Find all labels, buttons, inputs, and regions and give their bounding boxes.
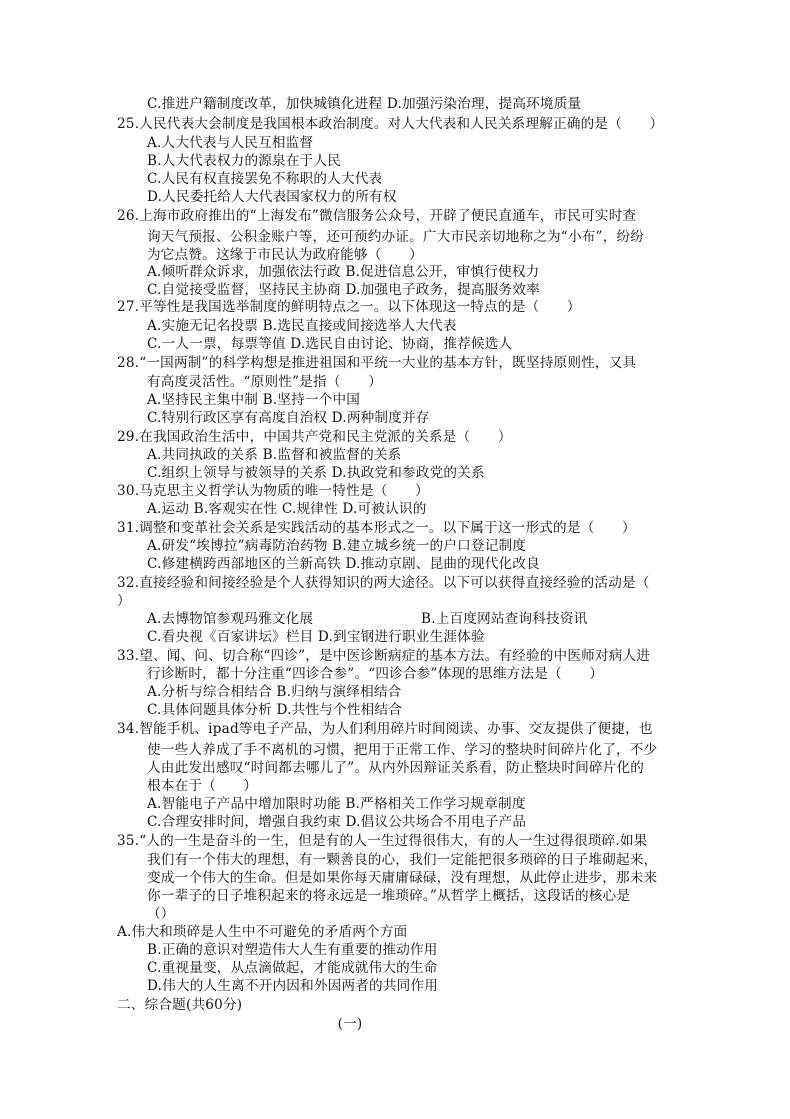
q35-option-d: D.伟大的人生离不开内因和外因两者的共同作用 [147, 978, 439, 994]
q32-options-cd: C.看央视《百家讲坛》栏目 D.到宝钢进行职业生涯体验 [147, 629, 485, 645]
q35-option-a: A.伟大和琐碎是人生中不可避免的矛盾两个方面 [117, 924, 408, 940]
q35-option-b: B.正确的意识对塑造伟大人生有重要的推动作用 [147, 942, 438, 958]
q34-options-ab: A.智能电子产品中增加限时功能 B.严格相关工作学习规章制度 [147, 796, 526, 812]
q31-options-cd: C.修建横跨西部地区的兰新高铁 D.推动京剧、昆曲的现代化改良 [147, 556, 540, 572]
q29-options-cd: C.组织上领导与被领导的关系 D.执政党和参政党的关系 [147, 465, 485, 481]
q34-stem-line4: 根本在于（ ） [147, 778, 258, 794]
q26-stem-line1: 26.上海市政府推出的“上海发布”微信服务公众号，开辟了便民直通车，市民可实时查 [117, 208, 637, 224]
q31-stem: 31.调整和变革社会关系是实践活动的基本形式之一。以下属于这一形式的是（ ） [117, 520, 636, 536]
q30-stem: 30.马克思主义哲学认为物质的唯一特性是（ ） [117, 483, 429, 499]
q27-options-cd: C.一人一票，每票等值 D.选民自由讨论、协商，推荐候选人 [147, 336, 513, 352]
q35-stem-line5: （） [147, 906, 175, 922]
q33-options-cd: C.具体问题具体分析 D.共性与个性相结合 [147, 702, 402, 718]
q27-stem: 27.平等性是我国选举制度的鲜明特点之一。以下体现这一特点的是（ ） [117, 299, 581, 315]
q30-options: A.运动 B.客观实在性 C.规律性 D.可被认识的 [147, 501, 427, 517]
q25-option-c: C.人民有权直接罢免不称职的人大代表 [147, 171, 383, 187]
q26-options-cd: C.自觉接受监督，坚持民主协商 D.加强电子政务，提高服务效率 [147, 282, 540, 298]
q34-stem-line1: 34.智能手机、ipad等电子产品，为人们利用碎片时间阅读、办事、交友提供了便捷，也 [117, 721, 653, 737]
q29-stem: 29.在我国政治生活中，中国共产党和民主党派的关系是（ ） [117, 429, 512, 445]
q32-stem-line1: 32.直接经验和间接经验是个人获得知识的两大途径。以下可以获得直接经验的活动是（ [117, 575, 650, 591]
q26-stem-line3: 为它点赞。这缘于市民认为政府能够（ ） [147, 247, 423, 263]
q24-options-cd: C.推进户籍制度改革，加快城镇化进程 D.加强污染治理，提高环境质量 [147, 96, 582, 112]
q25-option-b: B.人大代表权力的源泉在于人民 [147, 153, 342, 169]
q25-option-d: D.人民委托给人大代表国家权力的所有权 [147, 189, 397, 205]
q35-stem-line2: 我们有一个伟大的理想，有一颗善良的心，我们一定能把很多琐碎的日子堆砌起来， [147, 852, 658, 868]
q35-stem-line3: 变成一个伟大的生命。但是如果你每天庸庸碌碌，没有理想，从此停止进步，那未来 [147, 870, 658, 886]
q32-option-b: B.上百度网站查询科技资讯 [421, 611, 588, 627]
section-heading: 二、综合题(共60分) [117, 997, 243, 1013]
q35-option-c: C.重视量变，从点滴做起，才能成就伟大的生命 [147, 960, 438, 976]
q27-options-ab: A.实施无记名投票 B.选民直接或间接选举人大代表 [147, 318, 457, 334]
q35-stem-line1: 35.“人的一生是奋斗的一生，但是有的人一生过得很伟大，有的人一生过得很琐碎.如果 [117, 833, 648, 849]
subsection-heading: (一) [337, 1016, 363, 1032]
q33-stem-line2: 行诊断时，都十分注重“四诊合参”。“四诊合参”体现的思维方法是（ ） [147, 666, 604, 682]
q34-stem-line3: 人由此发出感叹“时间都去哪儿了”。从内外因辩证关系看，防止整块时间碎片化的 [147, 760, 645, 776]
q33-stem-line1: 33.望、闻、问、切合称“四诊”，是中医诊断病症的基本方法。有经验的中医师对病人进 [117, 648, 651, 664]
q28-stem-line1: 28.“一国两制”的科学构想是推进祖国和平统一大业的基本方针，既坚持原则性，又具 [117, 355, 637, 371]
q35-stem-line4: 你一辈子的日子堆积起来的将永远是一堆琐碎。”从哲学上概括，这段话的核心是 [147, 888, 631, 904]
q33-options-ab: A.分析与综合相结合 B.归纳与演绎相结合 [147, 684, 402, 700]
q25-option-a: A.人大代表与人民互相监督 [147, 135, 314, 151]
q32-stem-line2: ） [117, 593, 131, 609]
q28-options-ab: A.坚持民主集中制 B.坚持一个中国 [147, 392, 361, 408]
q26-stem-line2: 询天气预报、公积金账户等，还可预约办证。广大市民亲切地称之为“小布”，纷纷 [147, 229, 645, 245]
q32-option-a: A.去博物馆参观玛雅文化展 [147, 611, 314, 627]
q28-options-cd: C.特别行政区享有高度自治权 D.两种制度并存 [147, 410, 430, 426]
q26-options-ab: A.倾听群众诉求，加强依法行政 B.促进信息公开，审慎行使权力 [147, 264, 540, 280]
q29-options-ab: A.共同执政的关系 B.监督和被监督的关系 [147, 447, 402, 463]
q34-options-cd: C.合理安排时间，增强自我约束 D.倡议公共场合不用电子产品 [147, 814, 527, 830]
q25-stem: 25.人民代表大会制度是我国根本政治制度。对人大代表和人民关系理解正确的是（ ） [117, 116, 664, 132]
q28-stem-line2: 有高度灵活性。“原则性”是指（ ） [147, 374, 382, 390]
q34-stem-line2: 使一些人养成了手不离机的习惯，把用于正常工作、学习的整块时间碎片化了，不少 [147, 742, 658, 758]
q31-options-ab: A.研发“埃博拉”病毒防治药物 B.建立城乡统一的户口登记制度 [147, 538, 527, 554]
